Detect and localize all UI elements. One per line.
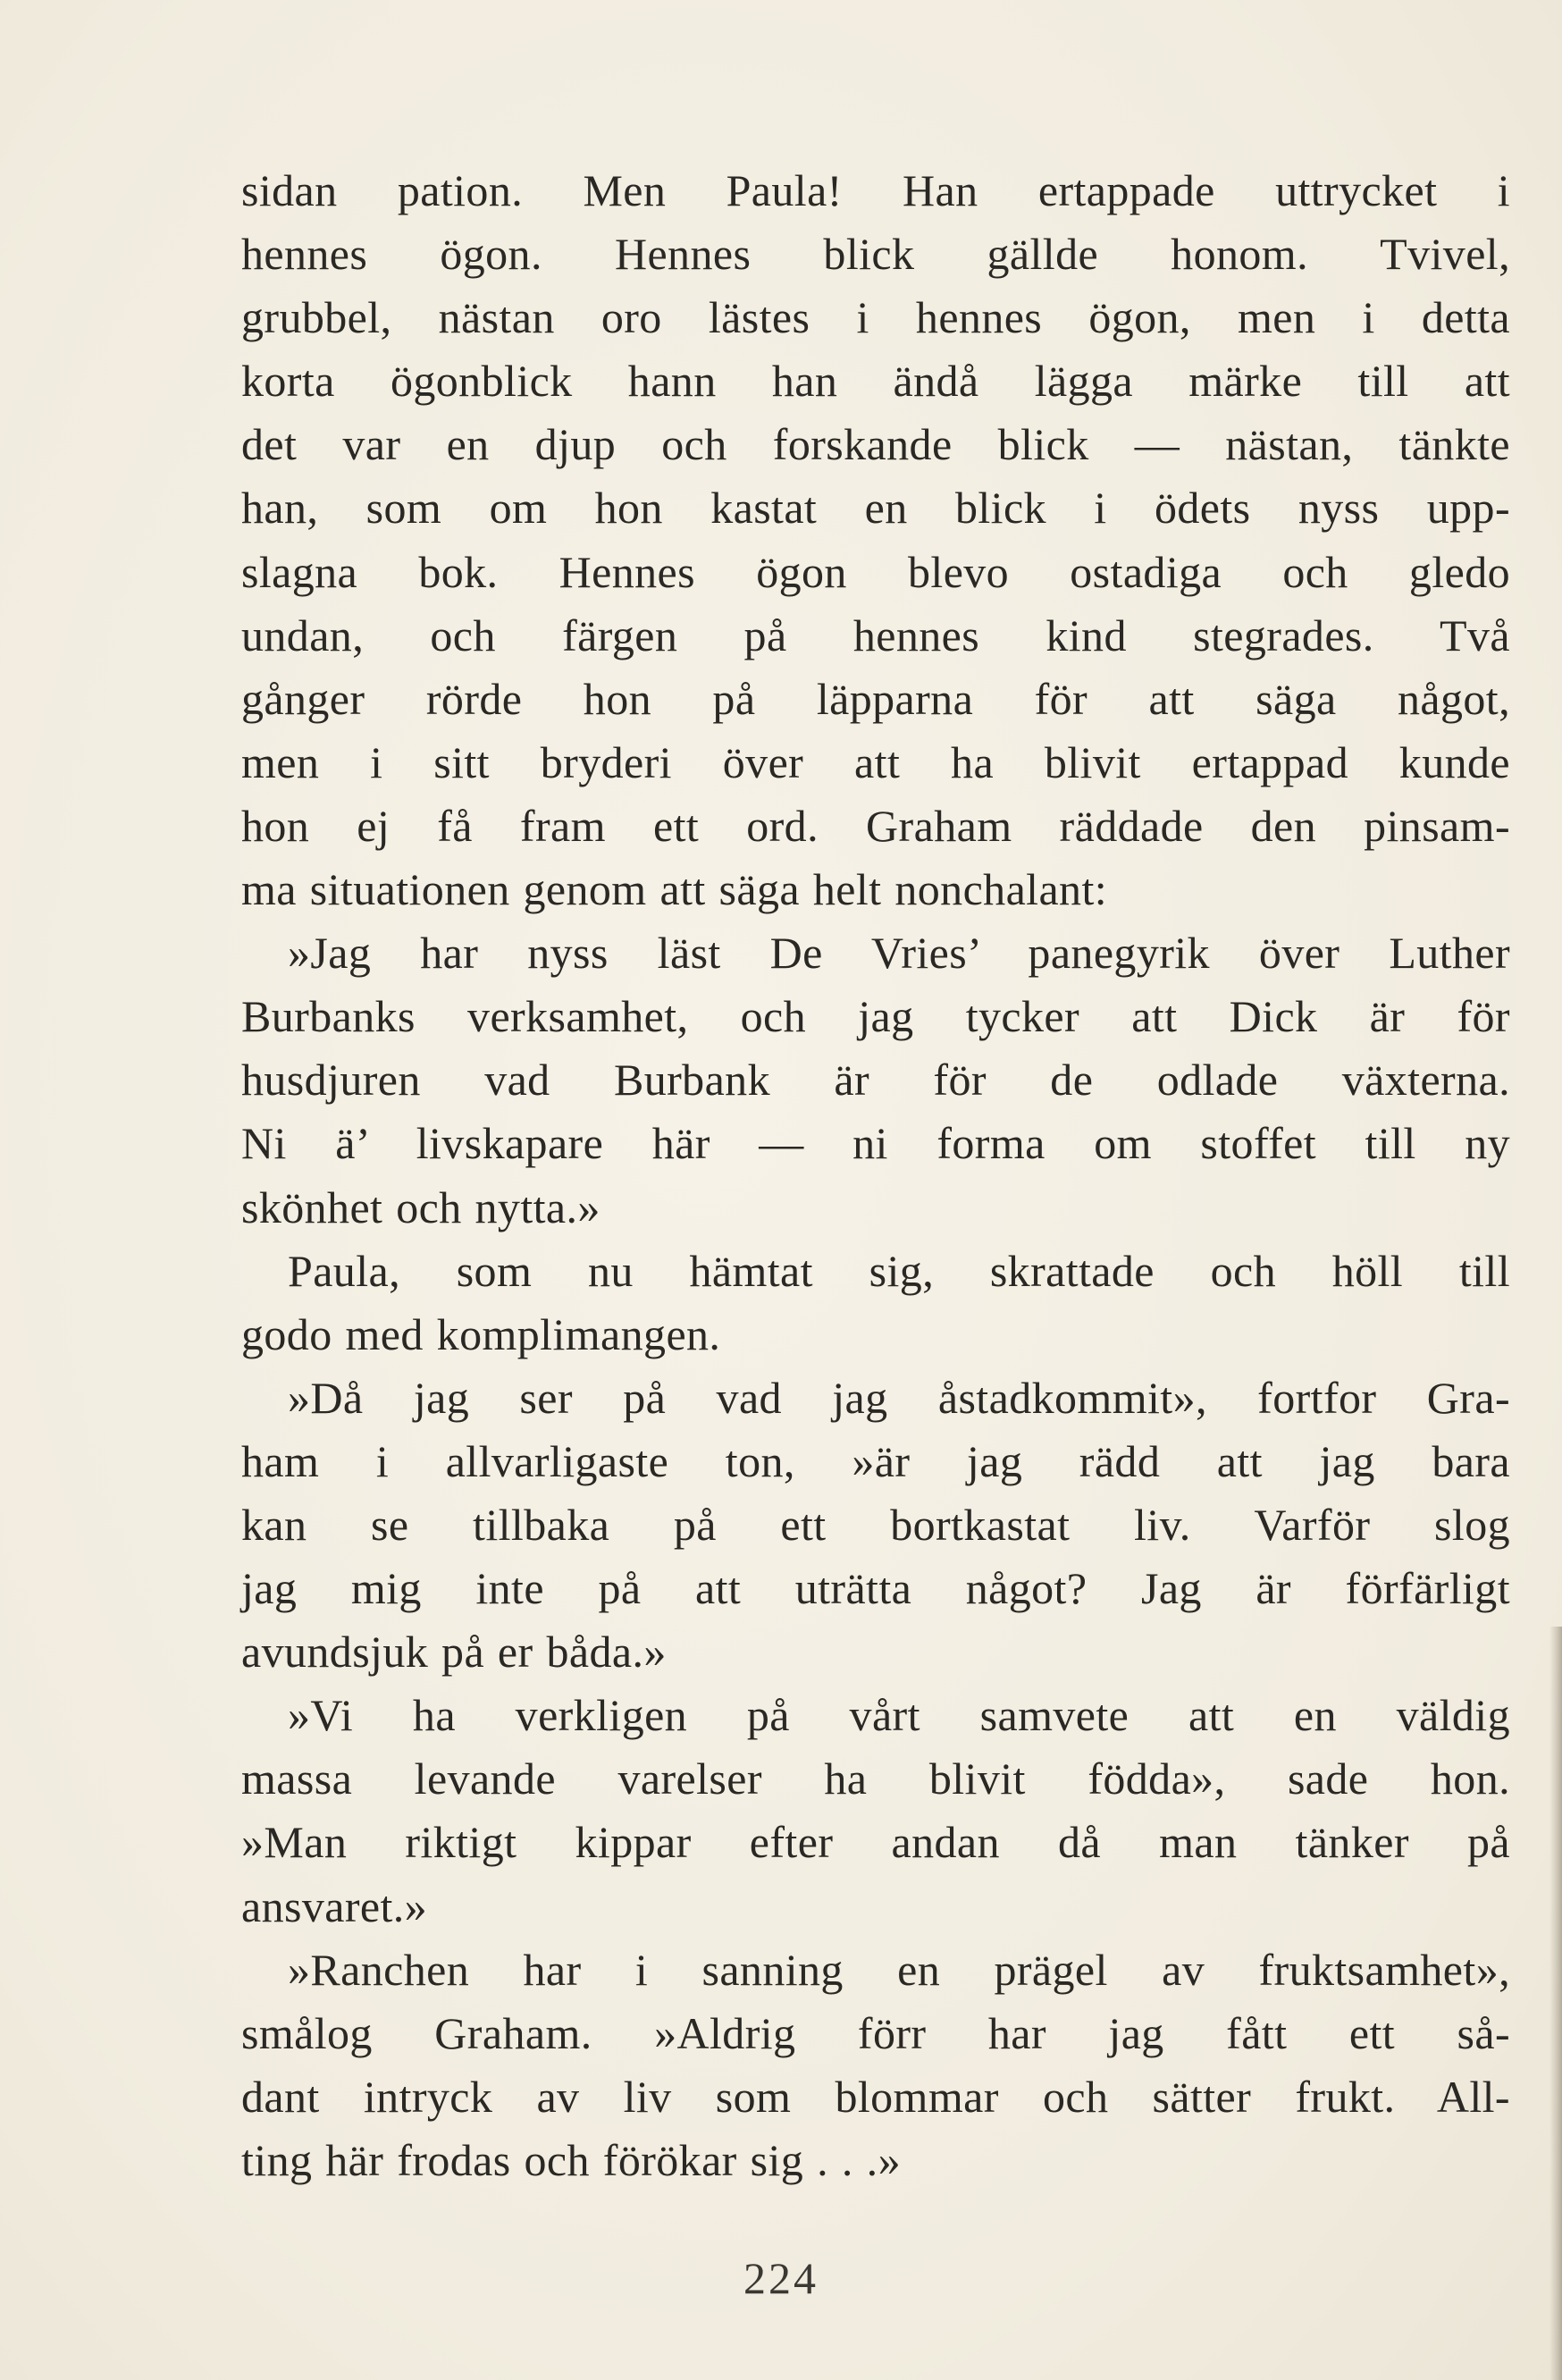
text-line: ma situationen genom att säga helt nonchalant: [241, 864, 1108, 915]
text-line: husdjuren vad Burbank är för de odlade växterna. [241, 1055, 1510, 1106]
text-line: »Då jag ser på vad jag åstadkommit», fortfor Gra- [288, 1372, 1510, 1423]
text-line: jag mig inte på att uträtta något? Jag är förfärligt [241, 1563, 1510, 1614]
text-line: undan, och färgen på hennes kind stegrades. Två [241, 610, 1510, 660]
text-line: massa levande varelser ha blivit födda», sade hon. [241, 1753, 1510, 1804]
text-line: »Man riktigt kippar efter andan då man tänker på [241, 1817, 1510, 1868]
text-line: gånger rörde hon på läpparna för att säga något, [241, 673, 1510, 724]
text-line: men i sitt bryderi över att ha blivit ertappad kunde [241, 736, 1510, 787]
text-line: avundsjuk på er båda.» [241, 1627, 667, 1678]
text-line: Ni ä’ livskapare här — ni forma om stoffet till ny [241, 1118, 1510, 1169]
page-number: 224 [743, 2253, 819, 2303]
text-line: kan se tillbaka på ett bortkastat liv. Varför slog [241, 1499, 1510, 1550]
text-line: Burbanks verksamhet, och jag tycker att Dick är för [241, 991, 1510, 1042]
text-line: godo med komplimangen. [241, 1308, 721, 1359]
text-line: smålog Graham. »Aldrig förr har jag fått ett så- [241, 2007, 1510, 2058]
text-line: ansvaret.» [241, 1880, 428, 1931]
text-line: »Vi ha verkligen på vårt samvete att en väldig [288, 1690, 1510, 1741]
text-line: skönhet och nytta.» [241, 1182, 600, 1232]
text-line: hennes ögon. Hennes blick gällde honom. Tvivel, [241, 229, 1510, 280]
text-line: ting här frodas och förökar sig . . .» [241, 2134, 901, 2185]
text-line: Paula, som nu hämtat sig, skrattade och höll till [288, 1245, 1510, 1296]
text-line: han, som om hon kastat en blick i ödets nyss upp- [241, 483, 1510, 534]
text-line: korta ögonblick hann han ändå lägga märke till att [241, 356, 1510, 407]
text-line: »Jag har nyss läst De Vries’ panegyrik över Luther [288, 928, 1510, 979]
text-line: slagna bok. Hennes ögon blevo ostadiga och gledo [241, 546, 1510, 597]
body-text [241, 159, 1510, 2192]
text-line: »Ranchen har i sanning en prägel av fruktsamhet», [288, 1944, 1510, 1995]
text-line: det var en djup och forskande blick — nästan, tänkte [241, 419, 1510, 470]
text-line: sidan pation. Men Paula! Han ertappade uttrycket i [241, 165, 1510, 215]
text-line: dant intryck av liv som blommar och sätter frukt. All- [241, 2071, 1510, 2122]
text-line: ham i allvarligaste ton, »är jag rädd att jag bara [241, 1435, 1510, 1486]
text-line: grubbel, nästan oro lästes i hennes ögon, men i detta [241, 292, 1510, 343]
text-line: hon ej få fram ett ord. Graham räddade den pinsam- [241, 800, 1510, 851]
